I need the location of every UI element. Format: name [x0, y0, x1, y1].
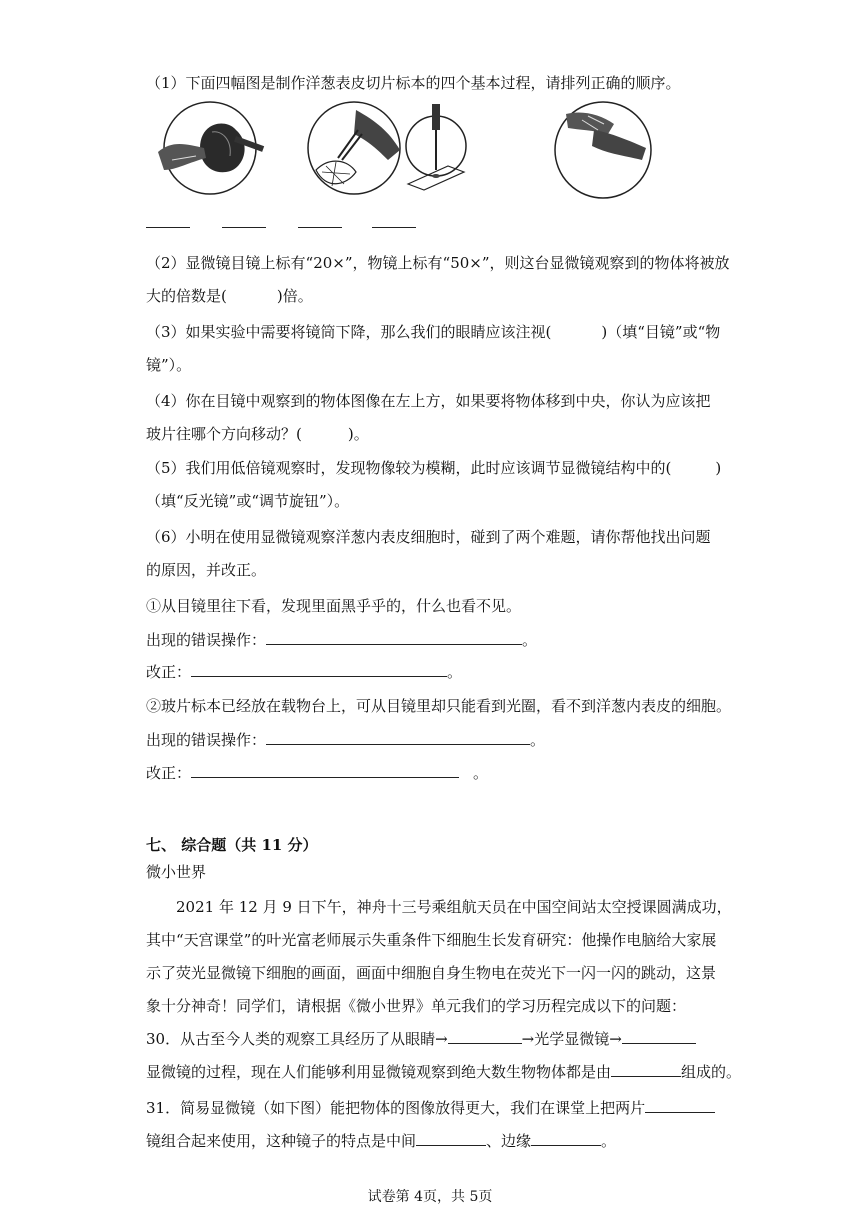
dropper-slide-figure	[404, 100, 468, 192]
q30-line2: 显微镜的过程，现在人们能够利用显微镜观察到绝大数生物物体都是由 组成的。	[146, 1063, 742, 1081]
section7-subtitle: 微小世界	[146, 863, 207, 881]
q30-blank-1[interactable]	[448, 1029, 522, 1044]
onion-cutting-figure	[152, 100, 268, 198]
q3-line1: （3）如果实验中需要将镜筒下降，那么我们的眼睛应该注视( )（填“目镜”或“物	[146, 323, 721, 341]
q31-blank-2[interactable]	[416, 1131, 486, 1146]
q4-line1: （4）你在目镜中观察到的物体图像在左上方，如果要将物体移到中央，你认为应该把	[146, 392, 711, 410]
fix1-blank[interactable]	[191, 662, 447, 677]
q5-line2: （填“反光镜”或“调节旋钮”）。	[146, 492, 350, 510]
passage-line2: 其中“天宫课堂”的叶光富老师展示失重条件下细胞生长发育研究：他操作电脑给大家展	[146, 931, 717, 949]
q6-error1-row: 出现的错误操作： 。	[146, 631, 538, 649]
cover-slip-figure	[548, 100, 658, 200]
q6-fix2-row: 改正： 。	[146, 764, 489, 782]
order-answer-4[interactable]	[372, 227, 416, 228]
fix2-blank[interactable]	[191, 763, 459, 778]
section7-title: 七、 综合题（共 11 分）	[146, 836, 318, 854]
tweezers-peeling-figure	[296, 100, 412, 200]
q6-line2: 的原因，并改正。	[146, 561, 267, 579]
order-answer-2[interactable]	[222, 227, 266, 228]
order-answer-1[interactable]	[146, 227, 190, 228]
passage-line4: 象十分神奇！同学们，请根据《微小世界》单元我们的学习历程完成以下的问题：	[146, 997, 687, 1015]
q4-line2: 玻片往哪个方向移动？( )。	[146, 425, 369, 443]
q2-line1: （2）显微镜目镜上标有“20×”，物镜上标有“50×”，则这台显微镜观察到的物体将被放	[146, 254, 730, 272]
q30-blank-3[interactable]	[611, 1062, 681, 1077]
q31-blank-1[interactable]	[645, 1098, 715, 1113]
q6-fix1-row: 改正： 。	[146, 663, 463, 681]
q2-line2: 大的倍数是( )倍。	[146, 287, 313, 305]
q3-line2: 镜”）。	[146, 356, 192, 374]
q5-line1: （5）我们用低倍镜观察时，发现物像较为模糊，此时应该调节显微镜结构中的( )	[146, 459, 722, 477]
q31-line1: 31．简易显微镜（如下图）能把物体的图像放得更大，我们在课堂上把两片	[146, 1098, 715, 1118]
q6-problem1: ①从目镜里往下看，发现里面黑乎乎的，什么也看不见。	[146, 597, 522, 615]
passage-line3: 示了荧光显微镜下细胞的画面，画面中细胞自身生物电在荧光下一闪一闪的跳动，这景	[146, 964, 717, 982]
q6-line1: （6）小明在使用显微镜观察洋葱内表皮细胞时，碰到了两个难题，请你帮他找出问题	[146, 528, 711, 546]
q30-blank-2[interactable]	[622, 1029, 696, 1044]
error1-blank[interactable]	[266, 630, 522, 645]
q31-line2: 镜组合起来使用，这种镜子的特点是中间 、边缘 。	[146, 1132, 617, 1150]
q1-text: （1）下面四幅图是制作洋葱表皮切片标本的四个基本过程，请排列正确的顺序。	[146, 74, 681, 92]
order-answer-3[interactable]	[298, 227, 342, 228]
passage-line1: 2021 年 12 月 9 日下午，神舟十三号乘组航天员在中国空间站太空授课圆满成功，	[176, 898, 732, 916]
q6-problem2: ②玻片标本已经放在载物台上，可从目镜里却只能看到光圈，看不到洋葱内表皮的细胞。	[146, 697, 732, 715]
q31-blank-3[interactable]	[531, 1131, 601, 1146]
q30-line1: 30．从古至今人类的观察工具经历了从眼睛→ →光学显微镜→	[146, 1029, 696, 1049]
q6-error2-row: 出现的错误操作： 。	[146, 731, 546, 749]
page-footer: 试卷第 4页，共 5页	[367, 1189, 493, 1205]
error2-blank[interactable]	[266, 730, 530, 745]
